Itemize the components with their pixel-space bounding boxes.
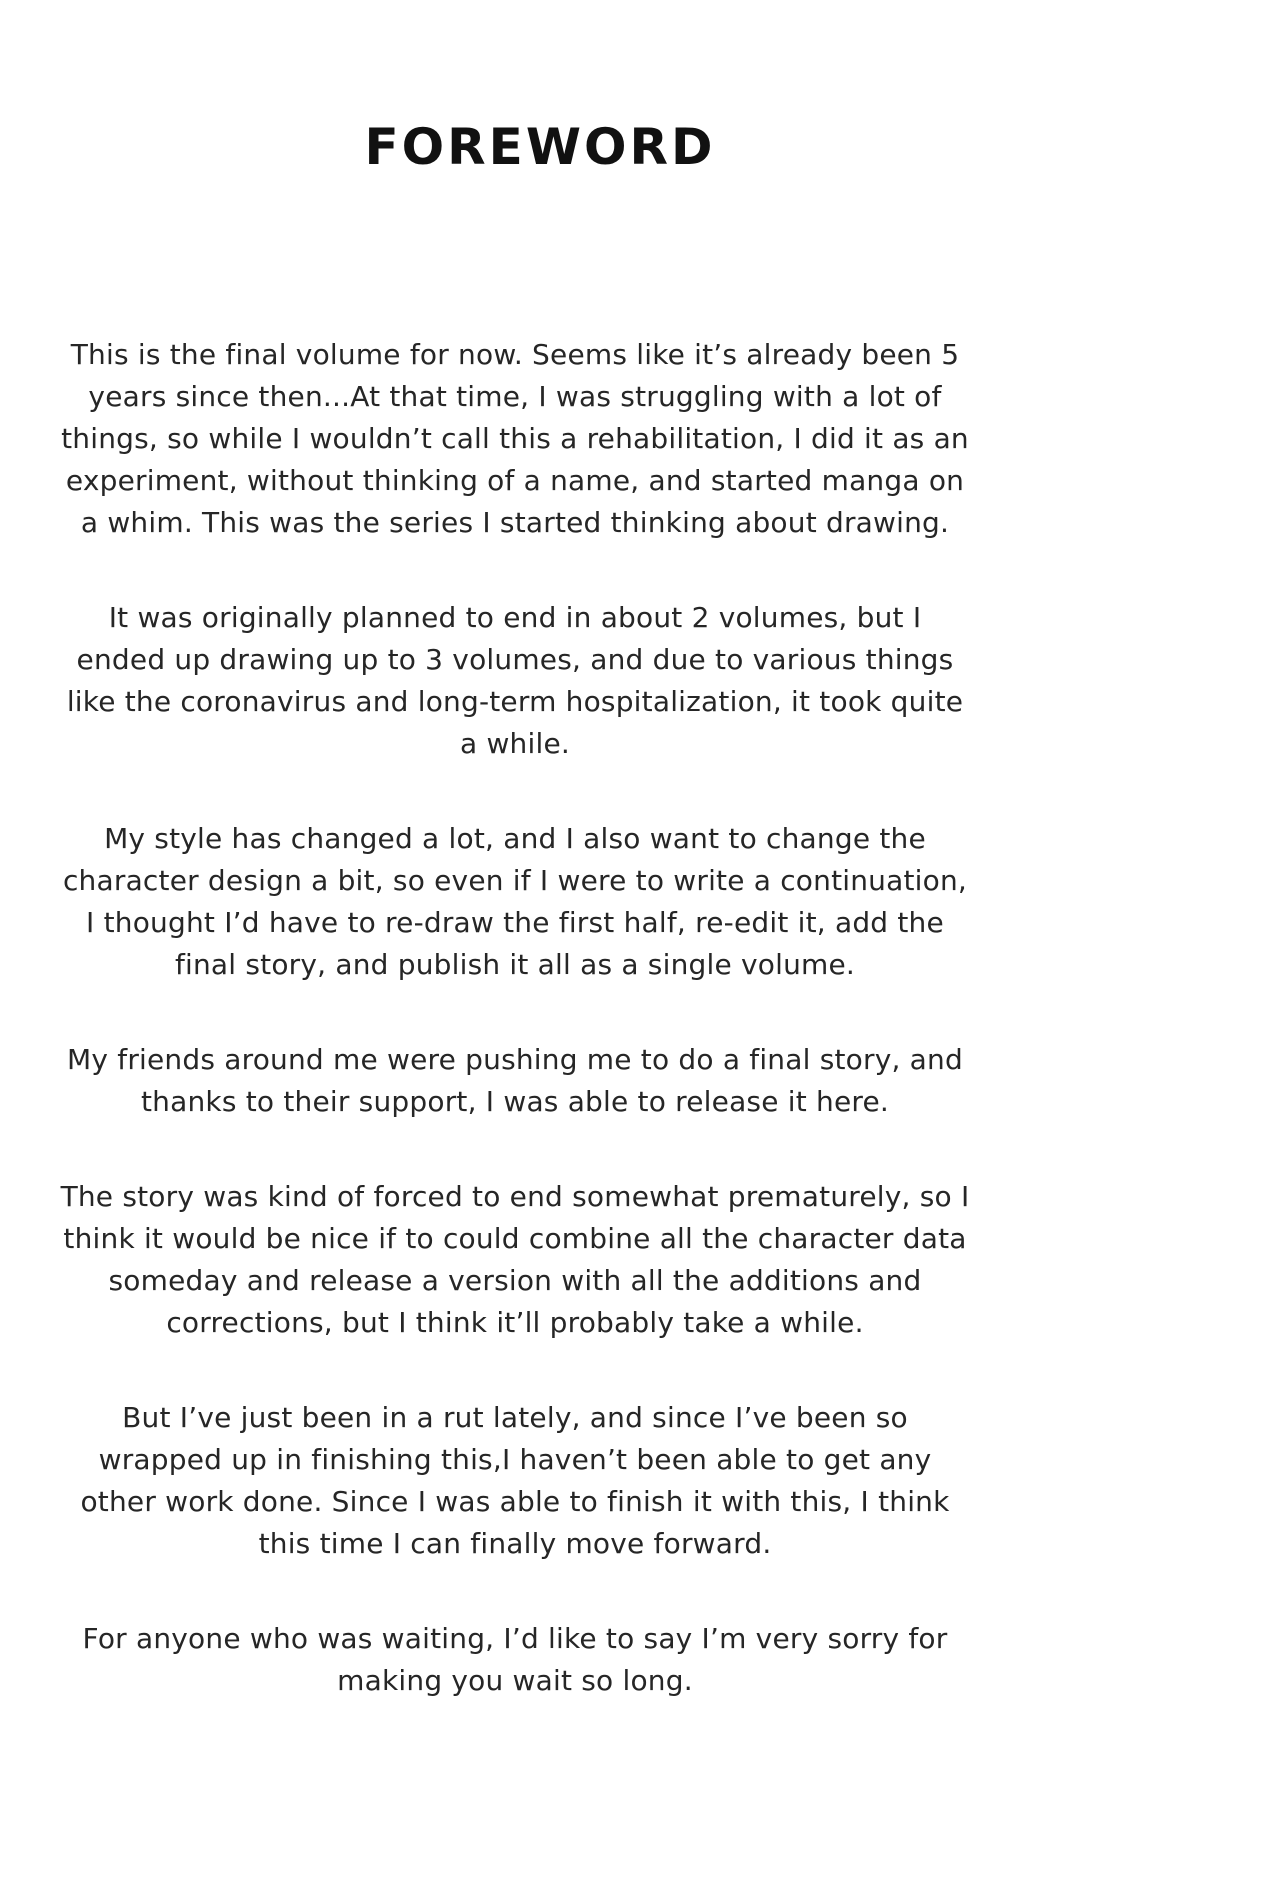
paragraph: But I’ve just been in a rut lately, and since I’ve been so wrapped up in finishing this,I haven’t been able to get any other work done. Since I was able to finish it with this, I think this time I can finally move forward. bbox=[80, 1401, 950, 1560]
paragraph: The story was kind of forced to end somewhat prematurely, so I think it would be nice if to could combine all the character data someday and release a version with all the additions and corrections, but I think it’ll probably take a while. bbox=[60, 1180, 970, 1339]
paragraph: This is the final volume for now. Seems like it’s already been 5 years since then...At that time, I was struggling with a lot of things, so while I wouldn’t call this a rehabilitation, I did it as an experiment, without thinking of a name, and started manga on a whim. This was the series I started thinking about drawing. bbox=[61, 338, 969, 539]
paragraph: My style has changed a lot, and I also want to change the character design a bit, so even if I were to write a continuation, I thought I’d have to re-draw the first half, re-edit it, add the final story, and publish it all as a single volume. bbox=[62, 822, 968, 981]
paragraph: It was originally planned to end in about 2 volumes, but I ended up drawing up to 3 volumes, and due to various things like the coronavirus and long-term hospitalization, it took quite a while. bbox=[66, 601, 964, 760]
page-title: FOREWORD bbox=[364, 118, 716, 176]
paragraph: My friends around me were pushing me to do a final story, and thanks to their support, I was able to release it here. bbox=[67, 1043, 963, 1118]
paragraph: For anyone who was waiting, I’d like to say I’m very sorry for making you wait so long. bbox=[82, 1622, 948, 1697]
foreword-body bbox=[0, 334, 1030, 1702]
